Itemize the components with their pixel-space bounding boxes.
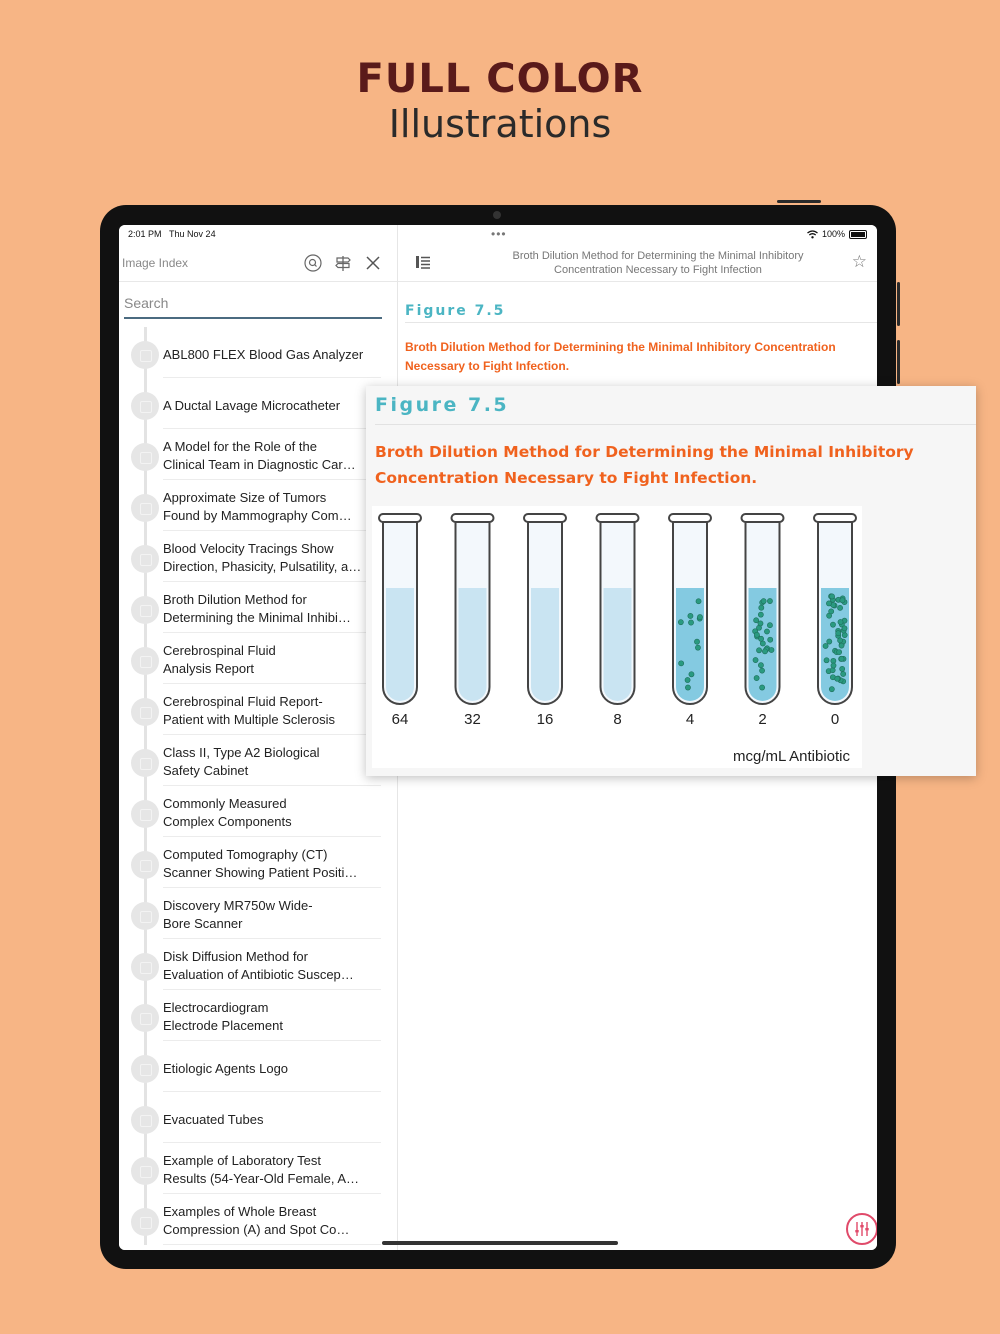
list-item[interactable] [119, 1194, 397, 1245]
list-item[interactable] [119, 378, 397, 429]
bacteria-dot [764, 629, 769, 634]
device-top-button [777, 200, 821, 203]
list-item[interactable] [119, 1143, 397, 1194]
bacteria-dot [841, 671, 846, 676]
bacteria-dot [831, 663, 836, 668]
popup-figure-caption: Broth Dilution Method for Determining the Minimal Inhibitory Concentration Necessary to Fight Infection. [375, 443, 914, 487]
close-icon[interactable] [363, 253, 383, 273]
concentration-label: 64 [391, 711, 409, 728]
thumbnail-placeholder-icon [131, 749, 159, 777]
front-camera [493, 211, 501, 219]
concentration-label: 32 [464, 711, 481, 728]
bacteria-dot [829, 687, 834, 692]
test-tube [746, 520, 780, 704]
bacteria-dot [768, 637, 773, 642]
bacteria-dot [758, 636, 763, 641]
list-item[interactable] [119, 990, 397, 1041]
bacteria-dot [697, 614, 702, 619]
list-item-label: Discovery MR750w Wide- Bore Scanner [163, 898, 313, 931]
list-item-label: Cerebrospinal Fluid Analysis Report [163, 643, 276, 676]
tube-rim [814, 514, 856, 522]
list-item[interactable] [119, 939, 397, 990]
thumbnail-placeholder-icon [131, 596, 159, 624]
bacteria-dot [758, 663, 763, 668]
bacteria-dot [835, 676, 840, 681]
unit-label: mcg/mL Antibiotic [733, 748, 850, 765]
divider [163, 1244, 381, 1245]
device-volume-down [897, 340, 900, 384]
test-tube [601, 520, 635, 704]
bacteria-dot [827, 639, 832, 644]
bacteria-dot [754, 632, 759, 637]
popup-divider [375, 424, 976, 425]
tube-rim [597, 514, 639, 522]
list-item-label: ABL800 FLEX Blood Gas Analyzer [163, 347, 364, 362]
bacteria-dot [840, 666, 845, 671]
list-item-label: Commonly Measured Complex Components [163, 796, 292, 829]
list-item-label: Etiologic Agents Logo [163, 1061, 289, 1076]
bacteria-dot [760, 685, 765, 690]
list-item-label: Evacuated Tubes [163, 1112, 264, 1127]
search-icon[interactable] [303, 253, 323, 273]
tube-rim [524, 514, 566, 522]
list-item-label: A Ductal Lavage Microcatheter [163, 398, 341, 413]
list-item[interactable] [119, 684, 397, 735]
list-item[interactable] [119, 1041, 397, 1092]
signpost-icon[interactable] [333, 253, 353, 273]
bacteria-dot [759, 605, 764, 610]
list-item-label: Approximate Size of Tumors Found by Mammography Com… [163, 490, 352, 523]
multitasking-dots[interactable]: ••• [491, 227, 507, 241]
bacteria-dot [759, 668, 764, 673]
tube-rim [669, 514, 711, 522]
promo-subheadline: Illustrations [388, 102, 612, 146]
thumbnail-placeholder-icon [131, 545, 159, 573]
bacteria-dot [824, 658, 829, 663]
bacteria-dot [758, 612, 763, 617]
thumbnail-placeholder-icon [131, 902, 159, 930]
thumbnail-placeholder-icon [131, 1106, 159, 1134]
thumbnail-placeholder-icon [131, 1208, 159, 1236]
thumbnail-placeholder-icon [131, 851, 159, 879]
list-item[interactable] [119, 582, 397, 633]
figure-zoom-popup[interactable] [366, 386, 976, 776]
thumbnail-placeholder-icon [131, 647, 159, 675]
bacteria-dot [826, 601, 831, 606]
bacteria-dot [685, 685, 690, 690]
sidebar-title: Image Index [122, 256, 189, 270]
bacteria-dot [842, 626, 847, 631]
bacteria-dot [839, 643, 844, 648]
test-tube [456, 520, 490, 704]
bacteria-dot [839, 656, 844, 661]
thumbnail-placeholder-icon [131, 698, 159, 726]
tube-rim [452, 514, 494, 522]
bacteria-dot [829, 609, 834, 614]
list-item-label: Disk Diffusion Method for Evaluation of Antibiotic Suscep… [163, 949, 354, 982]
list-item-label: Class II, Type A2 Biological Safety Cabinet [163, 745, 320, 778]
popup-figure-label: Figure 7.5 [375, 394, 510, 416]
tube-rim [379, 514, 421, 522]
bacteria-dot [838, 638, 843, 643]
list-item-label: Broth Dilution Method for Determining the Minimal Inhibi… [163, 592, 351, 625]
list-item[interactable] [119, 531, 397, 582]
tube-rim [742, 514, 784, 522]
bacteria-dot [837, 650, 842, 655]
test-tube [383, 520, 417, 704]
thumbnail-placeholder-icon [131, 800, 159, 828]
device-volume-up [897, 282, 900, 326]
battery-icon [849, 230, 867, 239]
bacteria-dot [830, 622, 835, 627]
bacteria-dot [762, 649, 767, 654]
bacteria-dot [830, 668, 835, 673]
list-item[interactable] [119, 786, 397, 837]
test-tubes-figure [372, 506, 862, 768]
bacteria-dot [840, 598, 845, 603]
status-time [128, 229, 216, 239]
status-date: Thu Nov 24 [169, 229, 216, 239]
thumbnail-placeholder-icon [131, 953, 159, 981]
bacteria-dot [689, 672, 694, 677]
status-clock: 2:01 PM [128, 229, 162, 239]
list-item[interactable] [119, 633, 397, 684]
bacteria-dot [837, 605, 842, 610]
bacteria-dot [829, 594, 834, 599]
concentration-label: 16 [536, 711, 554, 728]
home-indicator[interactable] [382, 1241, 618, 1245]
list-item-label: Computed Tomography (CT) Scanner Showing Patient Positi… [163, 847, 358, 880]
bacteria-dot [823, 643, 828, 648]
bacteria-dot [695, 645, 700, 650]
concentration-label: 2 [758, 711, 767, 728]
bacteria-dot [678, 620, 683, 625]
bacteria-dot [754, 618, 759, 623]
figure-label: Figure 7.5 [405, 303, 506, 319]
thumbnail-placeholder-icon [131, 341, 159, 369]
bacteria-dot [679, 661, 684, 666]
thumbnail-placeholder-icon [131, 443, 159, 471]
wifi-icon [807, 230, 818, 239]
list-item[interactable] [119, 480, 397, 531]
star-icon[interactable]: ☆ [851, 252, 867, 271]
list-item[interactable] [119, 735, 397, 786]
image-index-list [119, 327, 397, 1245]
bacteria-dot [767, 598, 772, 603]
list-item[interactable] [119, 888, 397, 939]
list-item[interactable] [119, 429, 397, 480]
concentration-label: 8 [613, 711, 622, 728]
bacteria-dot [688, 613, 693, 618]
bacteria-dot [694, 639, 699, 644]
status-right [807, 229, 867, 239]
battery-percent: 100% [821, 229, 845, 239]
list-item-label: Cerebrospinal Fluid Report- Patient with Multiple Sclerosis [163, 694, 335, 727]
bacteria-dot [688, 620, 693, 625]
list-item[interactable] [119, 837, 397, 888]
list-item-label: Blood Velocity Tracings Show Direction, Phasicity, Pulsatility, a… [163, 541, 362, 574]
thumbnail-placeholder-icon [131, 494, 159, 522]
sliders-icon[interactable] [846, 1213, 877, 1245]
test-tube [528, 520, 562, 704]
bacteria-dot [696, 599, 701, 604]
main-header [398, 245, 877, 282]
bacteria-dot [838, 619, 843, 624]
bacteria-dot [753, 657, 758, 662]
bacteria-dot [754, 675, 759, 680]
search-input[interactable] [124, 295, 382, 311]
broth-dilution-illustration [372, 506, 862, 768]
image-index-sidebar [119, 225, 398, 1250]
main-header-title [488, 249, 828, 277]
list-item-label: A Model for the Role of the Clinical Team in Diagnostic Car… [163, 439, 356, 472]
thumbnail-placeholder-icon [131, 1055, 159, 1083]
thumbnail-placeholder-icon [131, 1157, 159, 1185]
thumbnail-placeholder-icon [131, 392, 159, 420]
list-item-label: Examples of Whole Breast Compression (A) and Spot Co… [163, 1204, 350, 1237]
sidebar-header [119, 245, 397, 282]
promo-headline: FULL COLOR [356, 56, 644, 102]
bacteria-dot [756, 648, 761, 653]
list-item[interactable] [119, 327, 397, 378]
bacteria-dot [761, 599, 766, 604]
bacteria-dot [836, 631, 841, 636]
main-header-title-line: Broth Dilution Method for Determining the Minimal Inhibitory [512, 250, 804, 262]
list-item[interactable] [119, 1092, 397, 1143]
bacteria-dot [767, 623, 772, 628]
bacteria-dot [685, 677, 690, 682]
table-of-contents-icon[interactable] [416, 255, 432, 269]
figure-caption: Broth Dilution Method for Determining the Minimal Inhibitory Concentration Necessary to Fight Infection. [405, 340, 836, 373]
main-header-title-line: Concentration Necessary to Fight Infection [554, 264, 762, 276]
thumbnail-placeholder-icon [131, 1004, 159, 1032]
search-field[interactable] [124, 295, 382, 319]
divider [405, 322, 877, 323]
concentration-label: 4 [685, 711, 695, 728]
list-item-label: Electrocardiogram Electrode Placement [163, 1000, 283, 1033]
concentration-label: 0 [830, 711, 840, 728]
list-item-label: Example of Laboratory Test Results (54-Year-Old Female, A… [163, 1153, 360, 1186]
